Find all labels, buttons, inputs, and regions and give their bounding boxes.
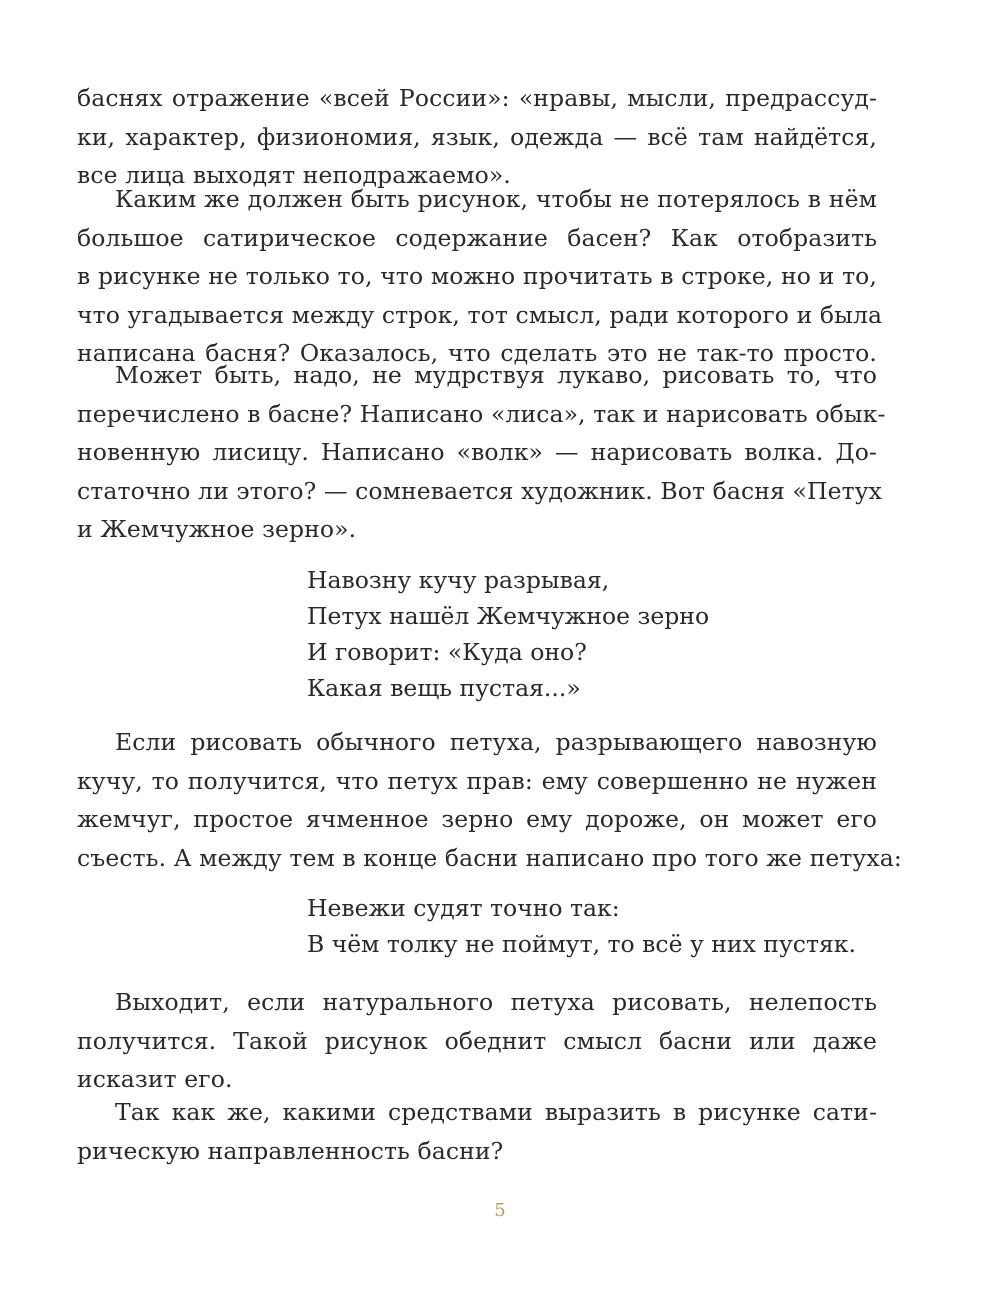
- paragraph-line: исказит его.: [77, 1065, 233, 1093]
- verse-line: В чём толку не поймут, то всё у них пустяк.: [307, 930, 856, 958]
- paragraph-line: съесть. А между тем в конце басни написано про того же петуха:: [77, 843, 902, 872]
- paragraph-6: [77, 1093, 877, 1170]
- verse-line: Невежи судят точно так:: [307, 894, 620, 922]
- paragraph-line: баснях отражение «всей России»: «нравы, мысли, предрассуд-: [77, 84, 877, 112]
- paragraph-line: кучу, то получится, что петух прав: ему совершенно не нужен: [77, 766, 877, 795]
- paragraph-2: [77, 180, 883, 373]
- verse-line: И говорит: «Куда оно?: [307, 638, 587, 666]
- paragraph-line: и Жемчужное зерно».: [77, 515, 357, 543]
- paragraph-line: Каким же должен быть рисунок, чтобы не потерялось в нём: [115, 185, 877, 213]
- verse-quote-1: [307, 562, 867, 706]
- paragraph-line: новенную лисицу. Написано «волк» — нарисовать волка. До-: [77, 438, 877, 466]
- paragraph-line: Выходит, если натурального петуха рисовать, нелепость: [115, 988, 877, 1016]
- paragraph-line: большое сатирическое содержание басен? Как отобразить: [77, 223, 877, 252]
- paragraph-4: [77, 723, 902, 877]
- paragraph-line: получится. Такой рисунок обеднит смысл басни или даже: [77, 1026, 877, 1055]
- paragraph-line: Если рисовать обычного петуха, разрывающего навозную: [115, 728, 877, 756]
- verse-line: Петух нашёл Жемчужное зерно: [307, 602, 710, 630]
- verse-line: Навозну кучу разрывая,: [307, 566, 610, 594]
- verse-line: Какая вещь пустая...»: [307, 674, 581, 702]
- paragraph-line: ки, характер, физиономия, язык, одежда — всё там найдётся,: [77, 122, 877, 151]
- paragraph-line: рическую направленность басни?: [77, 1136, 504, 1165]
- paragraph-3: [77, 356, 886, 549]
- paragraph-line: в рисунке не только то, что можно прочитать в строке, но и то,: [77, 262, 877, 290]
- paragraph-line: перечислено в басне? Написано «лиса», так и нарисовать обык-: [77, 399, 886, 428]
- paragraph-5: [77, 983, 877, 1099]
- paragraph-line: жемчуг, простое ячменное зерно ему дороже, он может его: [77, 805, 877, 833]
- paragraph-1: [77, 79, 877, 195]
- verse-quote-2: [307, 890, 867, 962]
- paragraph-line: статочно ли этого? — сомневается художник. Вот басня «Петух: [77, 476, 882, 505]
- paragraph-line: все лица выходят неподражаемо».: [77, 161, 511, 189]
- paragraph-line: написана басня? Оказалось, что сделать это не так-то просто.: [77, 339, 877, 367]
- paragraph-line: Так как же, какими средствами выразить в рисунке сати-: [115, 1098, 877, 1126]
- paragraph-line: Может быть, надо, не мудрствуя лукаво, рисовать то, что: [115, 361, 877, 389]
- page-number: 5: [494, 1200, 506, 1221]
- paragraph-line: что угадывается между строк, тот смысл, ради которого и была: [77, 300, 883, 329]
